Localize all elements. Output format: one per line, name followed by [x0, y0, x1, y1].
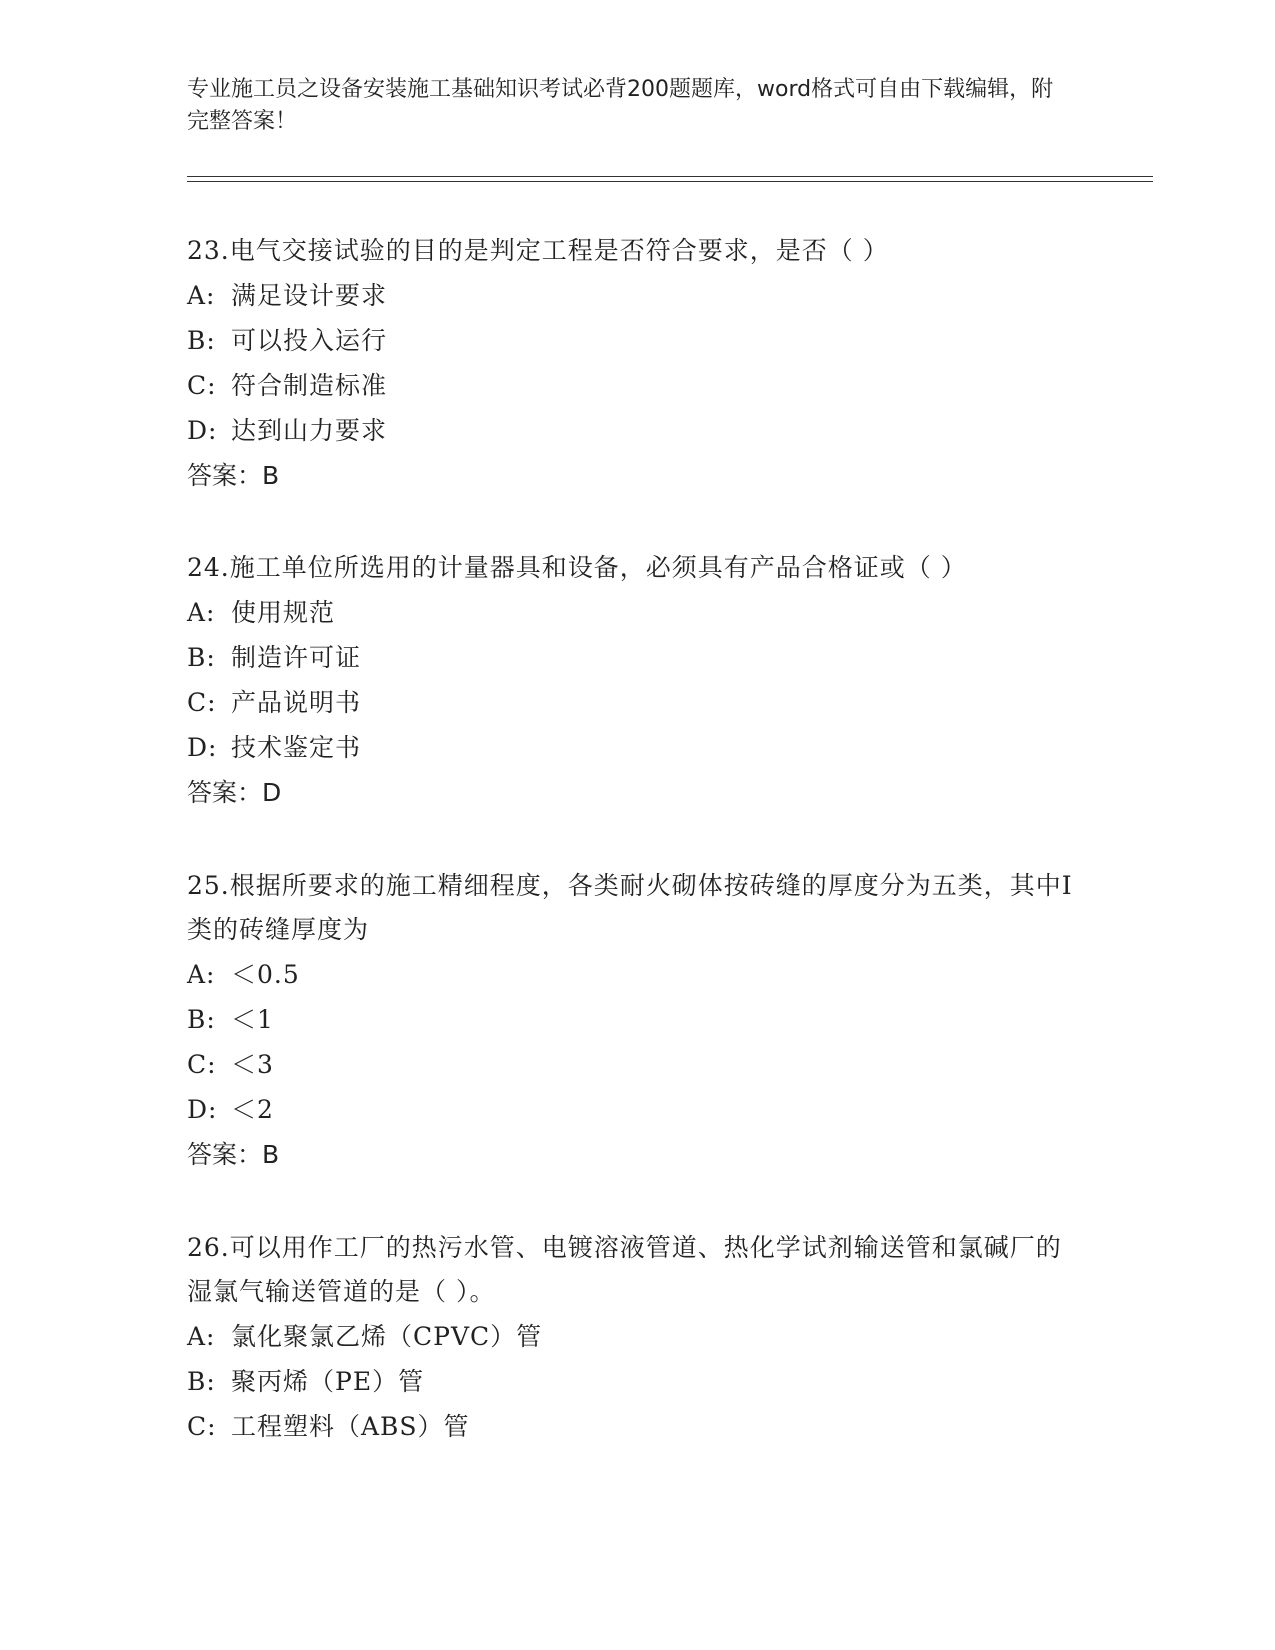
option-text: ＜0.5: [231, 960, 300, 989]
option-label: C:: [187, 1050, 217, 1079]
header-divider-bottom: [187, 181, 1153, 182]
question-stem: 23.电气交接试验的目的是判定工程是否符合要求，是否（ ）: [187, 236, 889, 265]
option-c: [187, 1042, 1087, 1087]
option-label: A:: [187, 281, 216, 310]
option-a: [187, 952, 1087, 997]
option-d: [187, 725, 1087, 770]
option-label: B:: [187, 1005, 216, 1034]
option-label: D:: [187, 416, 218, 445]
option-label: B:: [187, 643, 216, 672]
option-text: 技术鉴定书: [231, 733, 362, 762]
option-d: [187, 1087, 1087, 1132]
option-c: [187, 680, 1087, 725]
option-text: 满足设计要求: [231, 281, 388, 310]
option-label: D:: [187, 733, 218, 762]
question-24: [187, 546, 1087, 815]
option-b: [187, 1359, 1087, 1404]
question-26: [187, 1226, 1087, 1449]
option-text: 氯化聚氯乙烯（CPVC）管: [231, 1322, 543, 1351]
question-stem: 26.可以用作工厂的热污水管、电镀溶液管道、热化学试剂输送管和氯碱厂的湿氯气输送管道的是（ ）。: [187, 1233, 1062, 1306]
option-a: [187, 1314, 1087, 1359]
question-stem: 25.根据所要求的施工精细程度，各类耐火砌体按砖缝的厚度分为五类，其中Ⅰ类的砖缝厚度为: [187, 871, 1073, 944]
option-text: 聚丙烯（PE）管: [231, 1367, 425, 1396]
option-text: ＜3: [231, 1050, 274, 1079]
option-label: C:: [187, 371, 217, 400]
option-label: B:: [187, 1367, 216, 1396]
option-label: A:: [187, 598, 216, 627]
option-a: [187, 273, 1087, 318]
answer: 答案：B: [187, 1140, 280, 1169]
option-b: [187, 635, 1087, 680]
option-label: C:: [187, 1412, 217, 1441]
option-b: [187, 997, 1087, 1042]
answer: 答案：D: [187, 778, 282, 807]
option-text: ＜2: [231, 1095, 274, 1124]
option-c: [187, 1404, 1087, 1449]
option-text: 制造许可证: [231, 643, 362, 672]
question-stem: 24.施工单位所选用的计量器具和设备，必须具有产品合格证或（ ）: [187, 553, 967, 582]
option-label: C:: [187, 688, 217, 717]
option-text: 使用规范: [231, 598, 336, 627]
option-text: 产品说明书: [231, 688, 362, 717]
option-text: 可以投入运行: [231, 326, 388, 355]
option-text: 工程塑料（ABS）管: [231, 1412, 470, 1441]
document-header: 专业施工员之设备安装施工基础知识考试必背200题题库，word格式可自由下载编辑，附完整答案！: [187, 77, 1054, 134]
option-label: A:: [187, 1322, 216, 1351]
option-text: 符合制造标准: [231, 371, 388, 400]
option-text: 达到山力要求: [231, 416, 388, 445]
option-text: ＜1: [231, 1005, 274, 1034]
option-label: B:: [187, 326, 216, 355]
option-b: [187, 318, 1087, 363]
option-label: A:: [187, 960, 216, 989]
question-23: [187, 229, 1087, 498]
option-a: [187, 590, 1087, 635]
option-d: [187, 408, 1087, 453]
question-25: [187, 864, 1087, 1177]
option-c: [187, 363, 1087, 408]
option-label: D:: [187, 1095, 218, 1124]
answer: 答案：B: [187, 461, 280, 490]
header-divider-top: [187, 176, 1153, 177]
